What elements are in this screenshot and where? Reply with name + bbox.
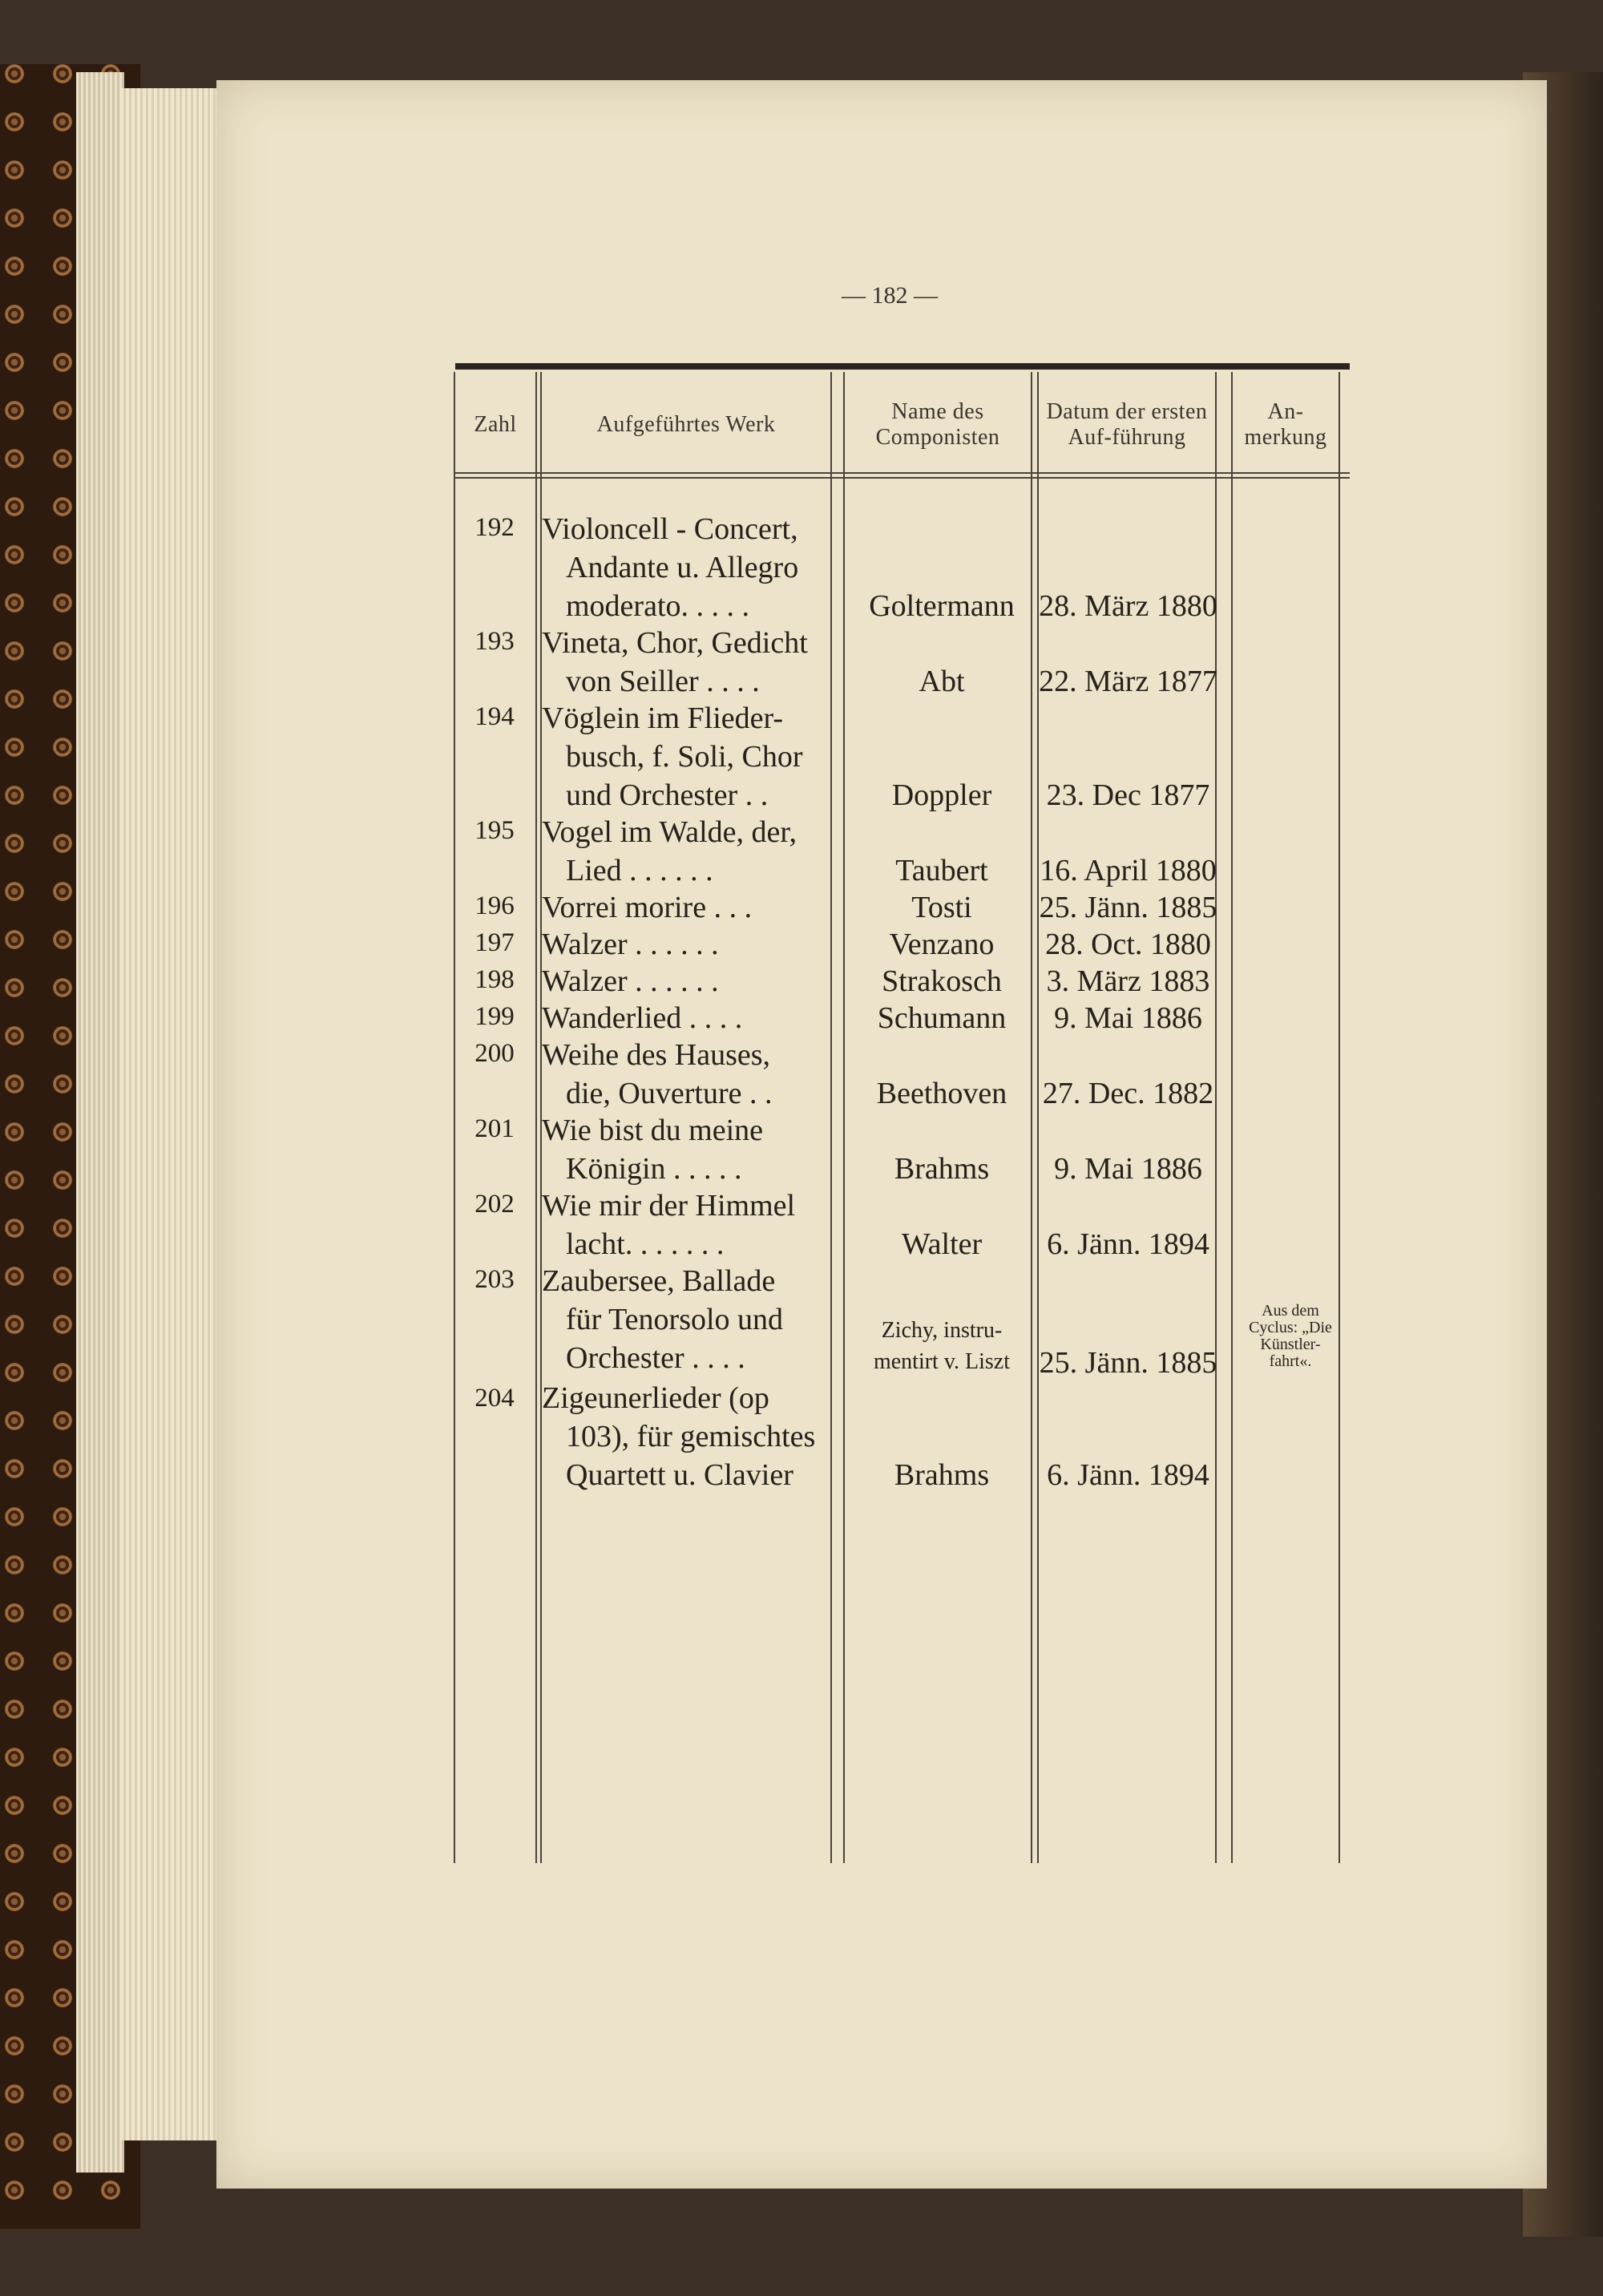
work-line: die, Ouverture . . bbox=[566, 1077, 773, 1110]
date: 16. April 1880 bbox=[1040, 854, 1217, 887]
composer: Goltermann bbox=[869, 589, 1015, 623]
row-number: 201 bbox=[474, 1114, 515, 1143]
composer: Schumann bbox=[877, 1001, 1007, 1035]
row-number: 192 bbox=[474, 513, 515, 542]
date: 3. März 1883 bbox=[1046, 964, 1210, 998]
work-line: Königin . . . . . bbox=[566, 1152, 742, 1186]
row-number: 195 bbox=[474, 816, 515, 845]
date: 25. Jänn. 1885 bbox=[1039, 891, 1217, 924]
composer: Beethoven bbox=[876, 1077, 1007, 1110]
date: 22. März 1877 bbox=[1039, 665, 1217, 698]
work-line: Vöglein im Flieder- bbox=[542, 701, 784, 735]
work-line: busch, f. Soli, Chor bbox=[566, 740, 803, 774]
composer: Doppler bbox=[891, 778, 992, 812]
work-line: lacht. . . . . . . bbox=[566, 1227, 725, 1261]
page-edges bbox=[120, 88, 224, 2140]
date: 6. Jänn. 1894 bbox=[1047, 1227, 1209, 1261]
date: 9. Mai 1886 bbox=[1054, 1001, 1202, 1035]
work-line: Walzer . . . . . . bbox=[542, 964, 719, 998]
page-stack bbox=[76, 72, 124, 2173]
work-line: Quartett u. Clavier bbox=[566, 1458, 793, 1492]
column-line bbox=[454, 372, 455, 1863]
composer: Brahms bbox=[894, 1458, 990, 1492]
work-line: 103), für gemischtes bbox=[566, 1420, 816, 1453]
work-line: Andante u. Allegro bbox=[566, 551, 799, 584]
header-zahl: Zahl bbox=[474, 411, 517, 437]
date: 23. Dec 1877 bbox=[1046, 778, 1210, 812]
header-componist: Name des Componisten bbox=[875, 398, 1000, 450]
work-line: von Seiller . . . . bbox=[566, 665, 760, 698]
row-number: 194 bbox=[474, 702, 515, 731]
composer-line: mentirt v. Liszt bbox=[873, 1349, 1011, 1375]
work-line: Vorrei morire . . . bbox=[542, 891, 753, 924]
work-line: Violoncell - Concert, bbox=[542, 512, 798, 546]
date: 28. Oct. 1880 bbox=[1045, 928, 1211, 961]
row-number: 200 bbox=[474, 1039, 515, 1068]
work-line: moderato. . . . . bbox=[566, 589, 750, 623]
column-line bbox=[830, 372, 832, 1863]
work-line: Walzer . . . . . . bbox=[542, 928, 719, 961]
composer bbox=[842, 1315, 1042, 1377]
composer: Tosti bbox=[911, 891, 972, 924]
header-werk: Aufgeführtes Werk bbox=[596, 411, 776, 437]
work-line: Zigeunerlieder (op bbox=[542, 1381, 769, 1415]
work-line: Lied . . . . . . bbox=[566, 854, 713, 887]
work-line: Weihe des Hauses, bbox=[542, 1038, 771, 1072]
row-number: 202 bbox=[474, 1190, 515, 1219]
date: 27. Dec. 1882 bbox=[1042, 1077, 1214, 1110]
header-anmerkung: An-merkung bbox=[1244, 398, 1327, 450]
work-line: Zaubersee, Ballade bbox=[542, 1264, 776, 1298]
date: 25. Jänn. 1885 bbox=[1039, 1346, 1217, 1380]
date: 6. Jänn. 1894 bbox=[1047, 1458, 1209, 1492]
composer: Brahms bbox=[894, 1152, 990, 1186]
header-datum: Datum der ersten Auf-führung bbox=[1046, 398, 1208, 450]
row-number: 199 bbox=[474, 1002, 515, 1031]
composer: Taubert bbox=[895, 854, 988, 887]
row-number: 203 bbox=[474, 1265, 515, 1294]
work-line: Wanderlied . . . . bbox=[542, 1001, 743, 1035]
work-line: und Orchester . . bbox=[566, 778, 769, 812]
row-number: 193 bbox=[474, 627, 515, 656]
row-number: 204 bbox=[474, 1384, 515, 1413]
composer: Walter bbox=[901, 1227, 983, 1261]
note-line: Künstler- bbox=[1260, 1336, 1321, 1353]
column-line bbox=[535, 372, 537, 1863]
note-line: fahrt«. bbox=[1269, 1352, 1312, 1370]
row-number: 197 bbox=[474, 928, 515, 957]
row-number: 198 bbox=[474, 965, 515, 994]
column-line bbox=[1339, 372, 1340, 1863]
remark-note bbox=[1230, 1303, 1351, 1370]
table-top-rule bbox=[455, 363, 1350, 370]
work-line: Vogel im Walde, der, bbox=[542, 815, 797, 849]
composer-line: Zichy, instru- bbox=[881, 1318, 1003, 1343]
note-line: Aus dem bbox=[1262, 1302, 1319, 1320]
column-line bbox=[1231, 372, 1233, 1863]
row-number: 196 bbox=[474, 891, 515, 920]
work-line: Orchester . . . . bbox=[566, 1341, 745, 1375]
work-line: Vineta, Chor, Gedicht bbox=[542, 626, 808, 660]
work-line: Wie mir der Himmel bbox=[542, 1189, 796, 1223]
work-line: Wie bist du meine bbox=[542, 1114, 764, 1147]
composer: Strakosch bbox=[882, 964, 1002, 998]
composer: Abt bbox=[919, 665, 965, 698]
page-number: — 182 — bbox=[842, 282, 938, 309]
date: 9. Mai 1886 bbox=[1054, 1152, 1202, 1186]
composer: Venzano bbox=[889, 928, 995, 961]
work-line: für Tenorsolo und bbox=[566, 1303, 784, 1336]
date: 28. März 1880 bbox=[1039, 589, 1217, 623]
note-line: Cyclus: „Die bbox=[1249, 1319, 1332, 1336]
